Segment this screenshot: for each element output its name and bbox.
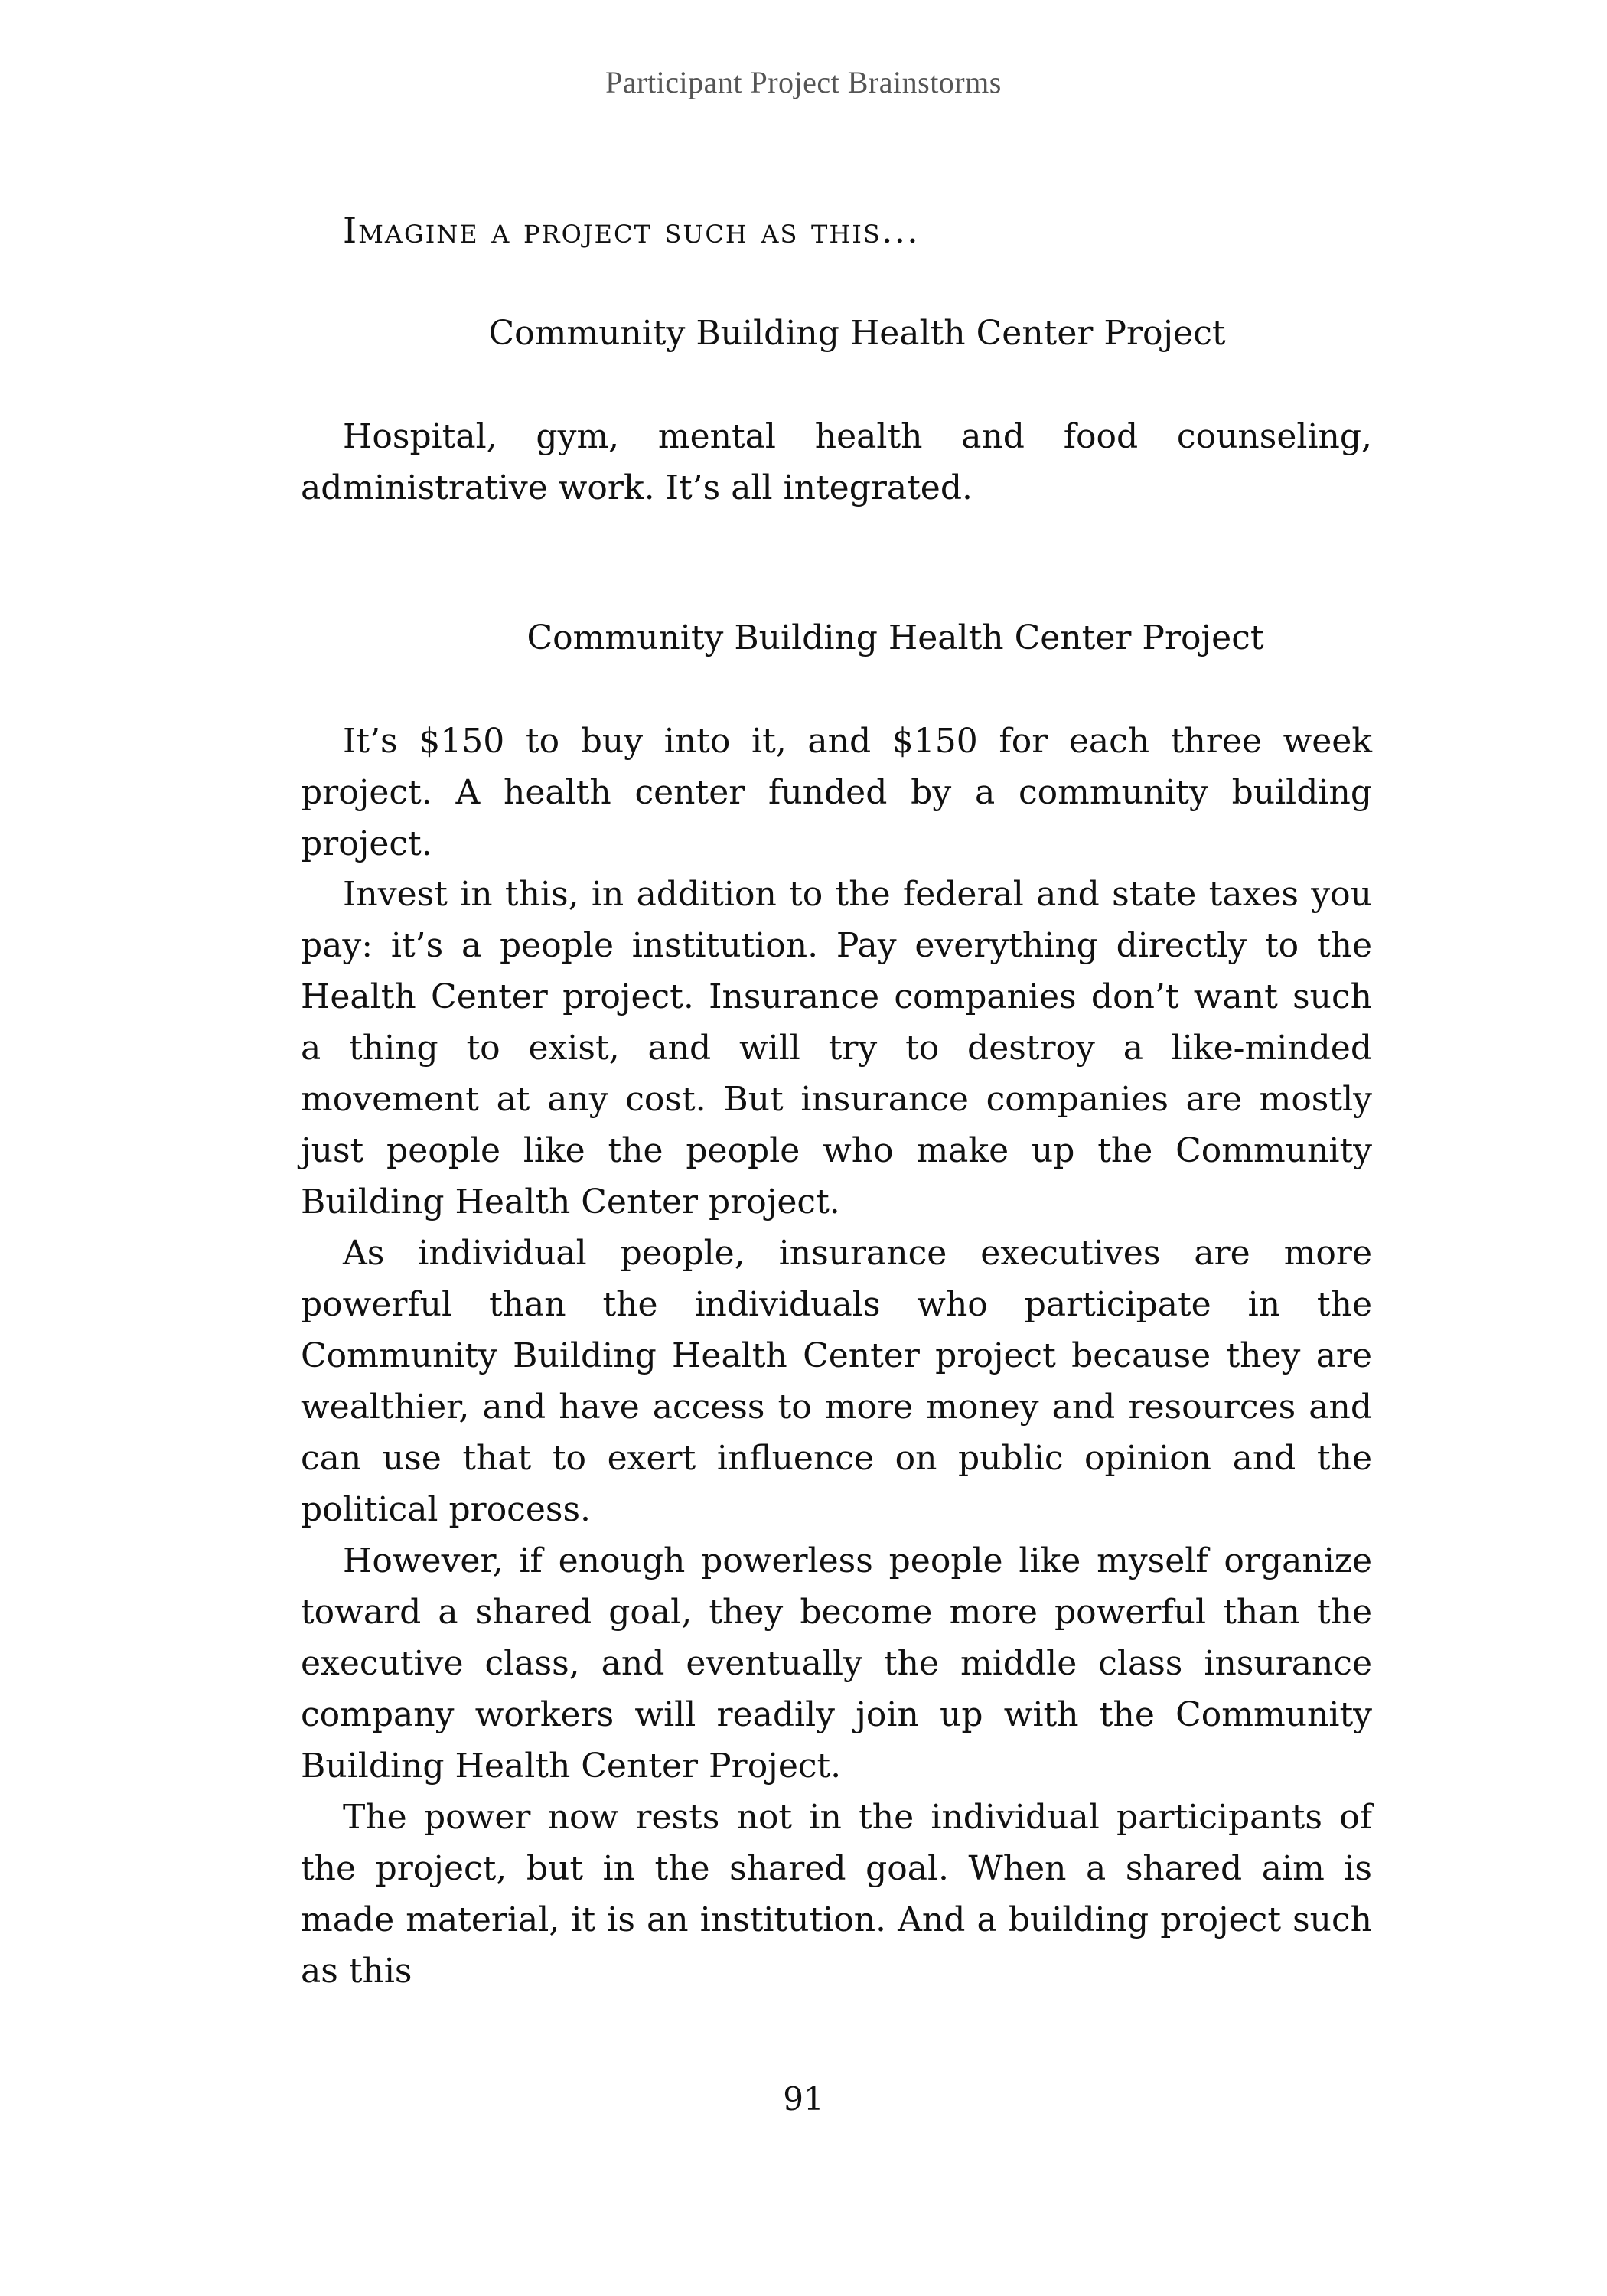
section-title: Community Building Health Center Project xyxy=(526,618,1264,657)
paragraph: Invest in this, in addition to the federal and state taxes you pay: it’s a people institution. Pay everything directly to the Health Center project. Insurance companies don’t want such a thing to exist, and will try to destroy a like-minded movement at any cost. But insurance companies are mostly just people like the people who make up the Community Building Health Center project. xyxy=(301,875,1372,1221)
paragraph: The power now rests not in the individual participants of the project, but in the shared goal. When a shared aim is made material, it is an institution. And a building project such as this xyxy=(301,1798,1372,1991)
intro-line: Imagine a project such as this... xyxy=(343,210,920,251)
section-body xyxy=(301,869,1372,1997)
section-body xyxy=(301,411,1372,514)
section-title: Community Building Health Center Project xyxy=(488,314,1226,353)
paragraph: Hospital, gym, mental health and food counseling, administrative work. It’s all integrated. xyxy=(301,417,1372,507)
section-body xyxy=(301,716,1372,869)
running-head: Participant Project Brainstorms xyxy=(605,65,1002,99)
page-number: 91 xyxy=(783,2080,824,2118)
paragraph: As individual people, insurance executives are more powerful than the individuals who participate in the Community Building Health Center project because they are wealthier, and have access to more money and resources and can use that to exert influence on public opinion and the political process. xyxy=(301,1234,1372,1529)
paragraph: It’s $150 to buy into it, and $150 for each three week project. A health center funded by a community building project. xyxy=(301,722,1372,863)
paragraph: However, if enough powerless people like myself organize toward a shared goal, they become more powerful than the executive class, and eventually the middle class insurance company workers will readily join up with the Community Building Health Center Project. xyxy=(301,1541,1372,1786)
